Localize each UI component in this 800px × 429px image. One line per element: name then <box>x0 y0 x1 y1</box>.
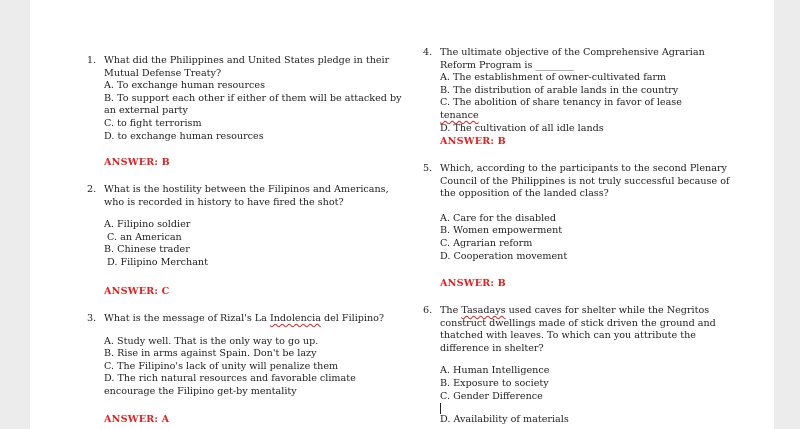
option-c: C. The abolition of share tenancy in favor of lease tenance <box>440 97 735 122</box>
option-a: A. To exchange human resources <box>104 80 266 92</box>
question-text: The Tasadays used caves for shelter while the Negritos construct dwellings made of stick driven the ground and thatched with leaves. To which can you attribute the difference in shelter? <box>440 305 716 354</box>
options-list <box>104 336 404 399</box>
page-gutter-right <box>774 0 800 429</box>
misspelled-word[interactable]: Tasadays <box>461 305 506 316</box>
answer-1: ANSWER: B <box>104 157 170 168</box>
option-c: C. The Filipino's lack of unity will penalize them <box>104 360 339 372</box>
question-number: 1. <box>87 55 97 66</box>
question-text: The ultimate objective of the Comprehensive Agrarian Reform Program is ________ <box>440 47 705 71</box>
options-list <box>440 365 730 426</box>
option-b: B. Women empowerment <box>440 225 563 237</box>
option-c: C. an American <box>104 231 182 243</box>
question-number: 6. <box>423 305 433 316</box>
page-gutter-left <box>0 0 30 429</box>
option-d: D. Availability of materials <box>440 403 730 427</box>
question-text: What did the Philippines and United States pledge in their Mutual Defense Treaty? <box>104 55 390 79</box>
option-b: B. Rise in arms against Spain. Don't be lazy <box>104 348 317 360</box>
answer-2: ANSWER: C <box>104 286 170 297</box>
question-number: 2. <box>87 184 97 195</box>
options-list <box>440 72 735 135</box>
answer-4: ANSWER: B <box>440 136 506 147</box>
question-4 <box>423 47 735 135</box>
misspelled-word[interactable]: tenance <box>440 109 479 121</box>
option-a: A. Study well. That is the only way to go up. <box>104 335 319 347</box>
question-text: Which, according to the participants to the second Plenary Council of the Philippines is not truly successful because of the opposition of the landed class? <box>440 163 730 200</box>
option-d: D. Filipino Merchant <box>104 256 208 268</box>
question-1 <box>87 55 404 143</box>
option-a: A. Filipino soldier <box>104 219 191 231</box>
option-c: C. to fight terrorism <box>104 117 202 129</box>
misspelled-word[interactable]: Indolencia <box>269 313 321 324</box>
options-list <box>104 80 404 143</box>
question-number: 4. <box>423 47 433 58</box>
option-d: D. Cooperation movement <box>440 250 568 262</box>
question-6 <box>423 305 730 427</box>
question-3 <box>87 313 404 399</box>
options-list <box>440 213 730 263</box>
option-b: B. The distribution of arable lands in the country <box>440 84 679 96</box>
answer-3: ANSWER: A <box>104 414 170 425</box>
option-c: C. Gender Difference <box>440 390 543 402</box>
option-c: C. Agrarian reform <box>440 237 533 249</box>
option-a: A. The establishment of owner-cultivated farm <box>440 72 667 84</box>
question-2 <box>87 184 404 270</box>
option-b: B. Chinese trader <box>104 244 190 256</box>
question-text: What is the message of Rizal's La Indolencia del Filipino? <box>104 313 385 324</box>
option-b: B. Exposure to society <box>440 377 549 389</box>
option-a: A. Care for the disabled <box>440 212 557 224</box>
document-page[interactable] <box>30 0 774 429</box>
question-number: 5. <box>423 163 433 174</box>
question-number: 3. <box>87 313 97 324</box>
option-b: B. To support each other if either of them will be attacked by an external party <box>104 92 402 117</box>
question-text: What is the hostility between the Filipinos and Americans, who is recorded in history to have fired the shot? <box>104 184 389 208</box>
option-a: A. Human Intelligence <box>440 365 550 377</box>
option-d: D. The cultivation of all idle lands <box>440 122 604 134</box>
answer-5: ANSWER: B <box>440 278 506 289</box>
question-5 <box>423 163 730 263</box>
text-cursor <box>440 403 441 414</box>
option-d: D. to exchange human resources <box>104 130 264 142</box>
option-d: D. The rich natural resources and favorable climate encourage the Filipino get-by mentality <box>104 373 356 397</box>
options-list <box>104 219 404 269</box>
